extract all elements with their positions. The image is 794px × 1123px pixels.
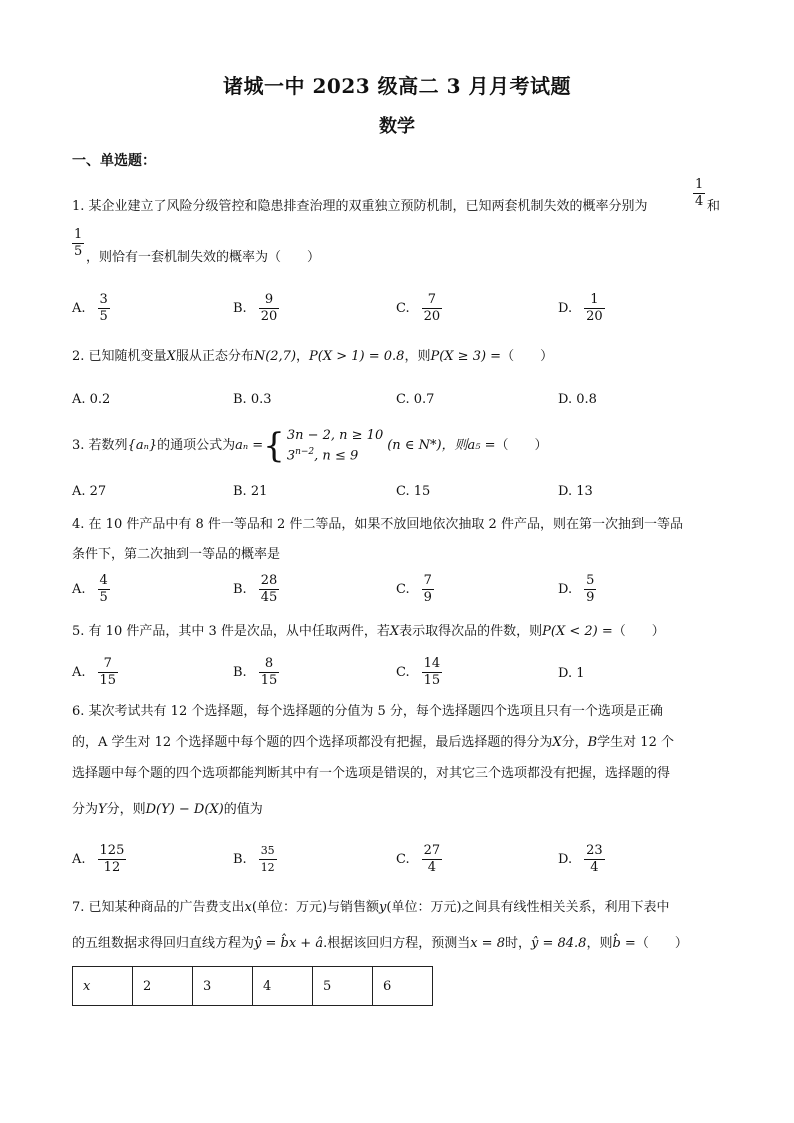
subject-title: 数学	[379, 116, 415, 137]
q4-option-a-den: 5	[99, 590, 108, 605]
q2-dist: N(2,7)	[253, 349, 297, 364]
q2-option-d[interactable]: D. 0.8	[558, 392, 597, 407]
q7-line2-pred: ŷ = 84.8	[531, 936, 587, 951]
q6-line4-expr: D(Y) − D(X)	[145, 802, 224, 817]
q1-option-a-label: A.	[72, 300, 86, 316]
q7-line2-b: .根据该回归方程，预测当	[323, 936, 471, 951]
q7-line1-y: y	[379, 900, 387, 915]
q5-option-b-label: B.	[233, 664, 247, 680]
q6-line2	[72, 733, 674, 753]
q6-line1: 6. 某次考试共有 12 个选择题，每个选择题的分值为 5 分，每个选择题四个选项且只有一个选项是正确	[72, 704, 663, 719]
q3-ask: ，则a₅ =	[441, 438, 496, 453]
q4-option-b[interactable]	[233, 573, 279, 606]
q2-mid: 服从正态分布	[175, 349, 254, 364]
q5-option-b-num: 8	[259, 656, 280, 673]
q2-ask: P(X ≥ 3) =	[430, 349, 502, 364]
q2-ask-pre: ，则	[404, 349, 431, 364]
q1-option-d[interactable]	[558, 292, 605, 325]
table-cell: x	[73, 967, 133, 1006]
q6-option-b[interactable]	[233, 843, 277, 876]
q1-frac-a	[693, 177, 705, 210]
q1-and: 和	[707, 199, 721, 214]
q7-line1	[72, 898, 670, 918]
q3-blank: （ ）	[495, 438, 548, 453]
q6-option-a-den: 12	[103, 860, 121, 875]
q5-option-c[interactable]	[396, 656, 442, 689]
q4-option-c[interactable]	[396, 573, 434, 606]
q3-mid: 的通项公式为	[157, 438, 236, 453]
q3-option-a[interactable]: A. 27	[72, 484, 107, 499]
q1-option-c-den: 20	[423, 309, 441, 324]
q1-option-a[interactable]	[72, 292, 110, 325]
q5-option-c-den: 15	[423, 673, 441, 688]
q1-frac-a-den: 4	[695, 194, 704, 209]
q2-option-b[interactable]: B. 0.3	[233, 392, 272, 407]
q2-cond: P(X > 1) = 0.8	[309, 349, 405, 364]
q2-var: X	[166, 349, 176, 364]
q1-option-d-label: D.	[558, 300, 573, 316]
q2-option-c[interactable]: C. 0.7	[396, 392, 435, 407]
q5-option-c-num: 14	[423, 656, 441, 671]
q6-option-d-num: 23	[586, 843, 603, 858]
q1-option-b-den: 20	[260, 309, 278, 324]
q6-line4-a: 分为	[72, 802, 99, 817]
table-cell: 6	[373, 967, 433, 1006]
q2-sep: ，	[296, 349, 310, 364]
q6-option-c-den: 4	[427, 860, 437, 875]
q5-option-a-num: 7	[98, 656, 119, 673]
q1-frac-b-den: 5	[74, 244, 83, 259]
q3-domain: (n ∈ N*)	[387, 438, 442, 453]
table-row	[73, 967, 433, 1006]
q3-brace-icon: {	[263, 426, 285, 466]
q4-option-d-den: 9	[586, 590, 595, 605]
table-cell: 3	[193, 967, 253, 1006]
q4-option-a[interactable]	[72, 573, 110, 606]
q5-option-c-label: C.	[396, 664, 410, 680]
q1-option-d-den: 20	[586, 309, 603, 324]
q7-line1-c: (单位：万元)之间具有线性相关关系，利用下表中	[386, 900, 670, 915]
q1-frac-b	[72, 227, 84, 260]
q6-option-d[interactable]	[558, 843, 605, 876]
q3-cases	[287, 427, 383, 464]
q4-line1: 4. 在 10 件产品中有 8 件一等品和 2 件二等品，如果不放回地依次抽取 2 件产品，则在第一次抽到一等品	[72, 517, 683, 532]
q1-text: 1. 某企业建立了风险分级管控和隐患排查治理的双重独立预防机制，已知两套机制失效的概率分别为	[72, 199, 648, 214]
q5-blank: （ ）	[612, 624, 665, 639]
q2-blank: （ ）	[501, 349, 554, 364]
q6-option-d-label: D.	[558, 851, 573, 867]
q6-option-a-num: 125	[99, 843, 125, 858]
q7-line2-a: 的五组数据求得回归直线方程为	[72, 936, 255, 951]
q4-option-b-num: 28	[260, 573, 278, 588]
q3-an: aₙ =	[235, 438, 264, 453]
q6-option-a-label: A.	[72, 851, 86, 867]
q3-case1: 3n − 2, n ≥ 10	[286, 428, 384, 444]
q1-frac-a-num: 1	[695, 177, 704, 192]
q3-option-c[interactable]: C. 15	[396, 484, 431, 499]
table-cell: 5	[313, 967, 373, 1006]
q1-option-c-label: C.	[396, 300, 410, 316]
q6-line2-x: X	[552, 735, 562, 750]
q3-case2-base: 3	[286, 448, 296, 464]
q4-option-b-den: 45	[260, 590, 278, 605]
q5-var: X	[389, 624, 400, 639]
q2-option-a[interactable]: A. 0.2	[72, 392, 111, 407]
q7-line2	[72, 934, 688, 954]
q7-line2-c: 时，	[504, 936, 531, 951]
q4-line2: 条件下，第二次抽到一等品的概率是	[72, 547, 281, 562]
q6-option-d-den: 4	[590, 860, 599, 875]
section-heading: 一、单选题：	[72, 153, 156, 169]
q2-stem	[72, 347, 553, 367]
q5-option-a[interactable]	[72, 656, 118, 689]
q6-line2-a: 的，A 学生对 12 个选择题中每个题的四个选择项都没有把握，最后选择题的得分为	[72, 735, 553, 750]
q4-option-a-label: A.	[72, 581, 86, 597]
q1-option-b-num: 9	[259, 292, 280, 309]
q1-option-a-den: 5	[99, 309, 108, 324]
q6-option-b-den: 12	[260, 861, 275, 874]
q7-line1-x: x	[244, 900, 252, 915]
q6-option-c-num: 27	[423, 843, 441, 858]
q6-option-c[interactable]	[396, 843, 442, 876]
q6-line4-b: 分，则	[106, 802, 146, 817]
q7-line2-ask: b̂ =	[612, 936, 636, 951]
q2-prefix: 2. 已知随机变量	[72, 349, 167, 364]
q1-line2: ，则恰有一套机制失效的概率为（ ）	[86, 250, 321, 265]
q5-option-d[interactable]: D. 1	[558, 666, 585, 681]
q3-option-d[interactable]: D. 13	[558, 484, 593, 499]
q4-option-a-num: 4	[99, 573, 108, 588]
q5-mid: 表示取得次品的件数，则	[399, 624, 543, 639]
q3-seq: {aₙ}	[127, 438, 158, 453]
q7-line2-cond: x = 8	[470, 936, 505, 951]
q6-option-b-num: 35	[259, 843, 277, 860]
q4-option-d-label: D.	[558, 581, 573, 597]
q3-prefix: 3. 若数列	[72, 438, 128, 453]
q5-option-a-den: 15	[99, 673, 117, 688]
q4-option-c-num: 7	[423, 573, 432, 588]
q6-line2-b: 分，	[561, 735, 588, 750]
q6-option-c-label: C.	[396, 851, 410, 867]
q4-option-b-label: B.	[233, 581, 247, 597]
table-cell: 2	[133, 967, 193, 1006]
q4-option-c-den: 9	[423, 590, 432, 605]
q1-option-a-num: 3	[99, 292, 108, 307]
q6-line2-c: 学生对 12 个	[597, 735, 674, 750]
q1-option-b-label: B.	[233, 300, 247, 316]
q6-line3: 选择题中每个题的四个选项都能判断其中有一个选项是错误的，对其它三个选项都没有把握，选择题的得	[72, 766, 671, 781]
q3-stem	[72, 424, 548, 468]
q6-line2-B: B	[587, 735, 598, 750]
q3-option-b[interactable]: B. 21	[233, 484, 268, 499]
q5-ask: P(X < 2) =	[542, 624, 613, 639]
q5-option-b[interactable]	[233, 656, 279, 689]
q7-line2-d: ，则	[586, 936, 613, 951]
q7-line1-b: (单位：万元)与销售额	[251, 900, 380, 915]
q1-option-c-num: 7	[422, 292, 443, 309]
q3-case2-rest: , n ≤ 9	[314, 448, 359, 464]
q1-option-d-num: 1	[584, 292, 605, 309]
q5-stem	[72, 622, 665, 642]
q7-data-table	[72, 966, 433, 1006]
q7-line1-a: 7. 已知某种商品的广告费支出	[72, 900, 245, 915]
q6-option-a[interactable]	[72, 843, 126, 876]
q7-blank: （ ）	[635, 936, 688, 951]
q7-line2-eq: ŷ = b̂x + â	[254, 936, 324, 951]
q6-option-b-label: B.	[233, 851, 247, 867]
q1-frac-b-num: 1	[74, 227, 83, 242]
q6-line4	[72, 800, 263, 820]
q5-option-b-den: 15	[260, 673, 278, 688]
page-title: 诸城一中 2023 级高二 3 月月考试题	[223, 74, 571, 98]
q4-option-d-num: 5	[586, 573, 595, 588]
q5-prefix: 5. 有 10 件产品，其中 3 件是次品，从中任取两件，若	[72, 624, 390, 639]
q4-option-c-label: C.	[396, 581, 410, 597]
table-cell: 4	[253, 967, 313, 1006]
q1-option-b[interactable]	[233, 292, 279, 325]
q1-line1	[72, 197, 648, 217]
q6-line4-y: Y	[98, 802, 107, 817]
q4-option-d[interactable]	[558, 573, 596, 606]
q5-option-a-label: A.	[72, 664, 86, 680]
q1-option-c[interactable]	[396, 292, 442, 325]
q3-case2-exp: n−2	[295, 447, 315, 458]
q6-line4-c: 的值为	[223, 802, 263, 817]
